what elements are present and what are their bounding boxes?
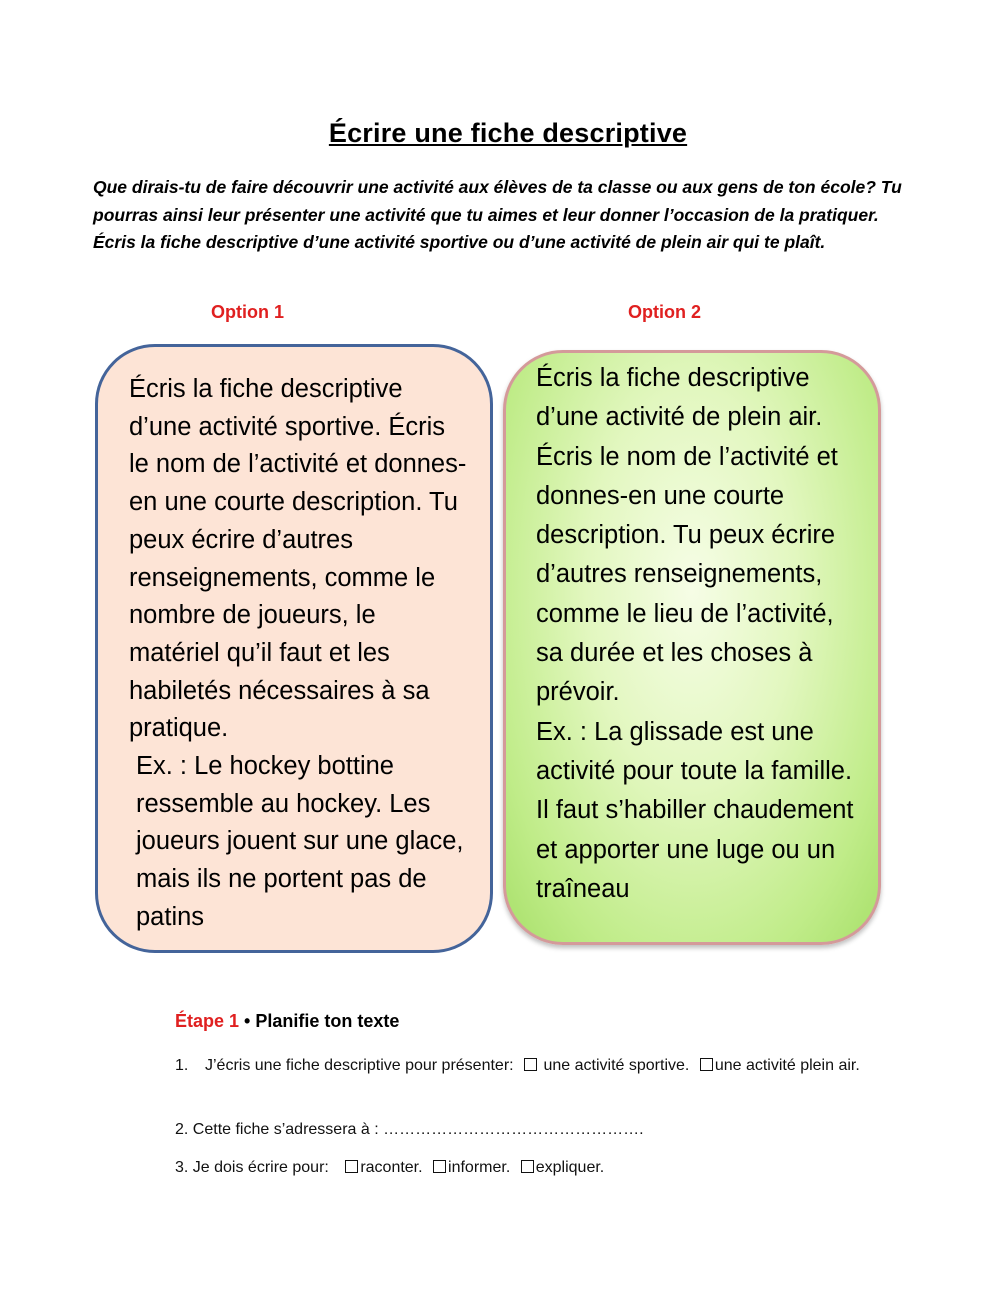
checkbox-raconter[interactable]: [345, 1160, 358, 1173]
option-1-label: Option 1: [211, 302, 284, 322]
choice-raconter-label: raconter.: [360, 1159, 423, 1176]
option-2-label: Option 2: [628, 302, 701, 322]
question-3-prompt: 3. Je dois écrire pour:: [175, 1159, 329, 1176]
step-label: Étape 1: [175, 1011, 240, 1031]
question-1-prompt: J’écris une fiche descriptive pour présenter:: [205, 1057, 514, 1074]
audience-blank-field[interactable]: ………………………………………….: [383, 1121, 644, 1138]
option-1-box: [95, 344, 493, 953]
question-1-number: 1.: [175, 1057, 189, 1074]
checkbox-sport[interactable]: [524, 1058, 537, 1071]
option-2-example: Ex. : La glissade est une activité pour toute la famille. Il faut s’habiller chaudement et apporter une luge ou un traîneau: [536, 717, 854, 903]
intro-paragraph: Que dirais-tu de faire découvrir une activité aux élèves de ta classe ou aux gens de ton école? Tu pourras ainsi leur présenter une activité que tu aimes et leur donner l’occasion de la pratiquer. Écris la fiche descriptive d’une activité sportive ou d’une activité de plein air qui te plaît.: [93, 177, 902, 252]
question-2-prompt: 2. Cette fiche s’adressera à :: [175, 1121, 379, 1138]
choice-plein-air-label: une activité plein air.: [714, 1057, 860, 1074]
option-2-box: [503, 350, 881, 945]
option-1-text: Écris la fiche descriptive d’une activité sportive. Écris le nom de l’activité et donnes-en une courte description. Tu peux écrire d’autres renseignements, comme le nombre de joueurs, le matériel qu’il faut et les habiletés nécessaires à sa pratique.: [129, 375, 467, 743]
choice-expliquer-label: expliquer.: [535, 1159, 605, 1176]
page-title: Écrire une fiche descriptive: [328, 118, 688, 148]
checkbox-plein-air[interactable]: [700, 1058, 713, 1071]
checkbox-expliquer[interactable]: [521, 1160, 534, 1173]
step-separator: •: [239, 1011, 256, 1031]
question-2: [175, 1118, 644, 1141]
step-heading: [175, 1011, 399, 1032]
option-1-example: Ex. : Le hockey bottine ressemble au hockey. Les joueurs jouent sur une glace, mais ils ne portent pas de patins: [136, 752, 464, 931]
step-title: Planifie ton texte: [255, 1011, 400, 1031]
question-3: [175, 1156, 604, 1179]
question-1: [175, 1054, 895, 1077]
option-2-text: Écris la fiche descriptive d’une activité de plein air. Écris le nom de l’activité et donnes-en une courte description. Tu peux écrire d’autres renseignements, comme le lieu de l’activité, sa durée et les choses à prévoir.: [536, 364, 838, 707]
checkbox-informer[interactable]: [433, 1160, 446, 1173]
choice-sport-label: une activité sportive.: [543, 1057, 690, 1074]
choice-informer-label: informer.: [448, 1159, 511, 1176]
